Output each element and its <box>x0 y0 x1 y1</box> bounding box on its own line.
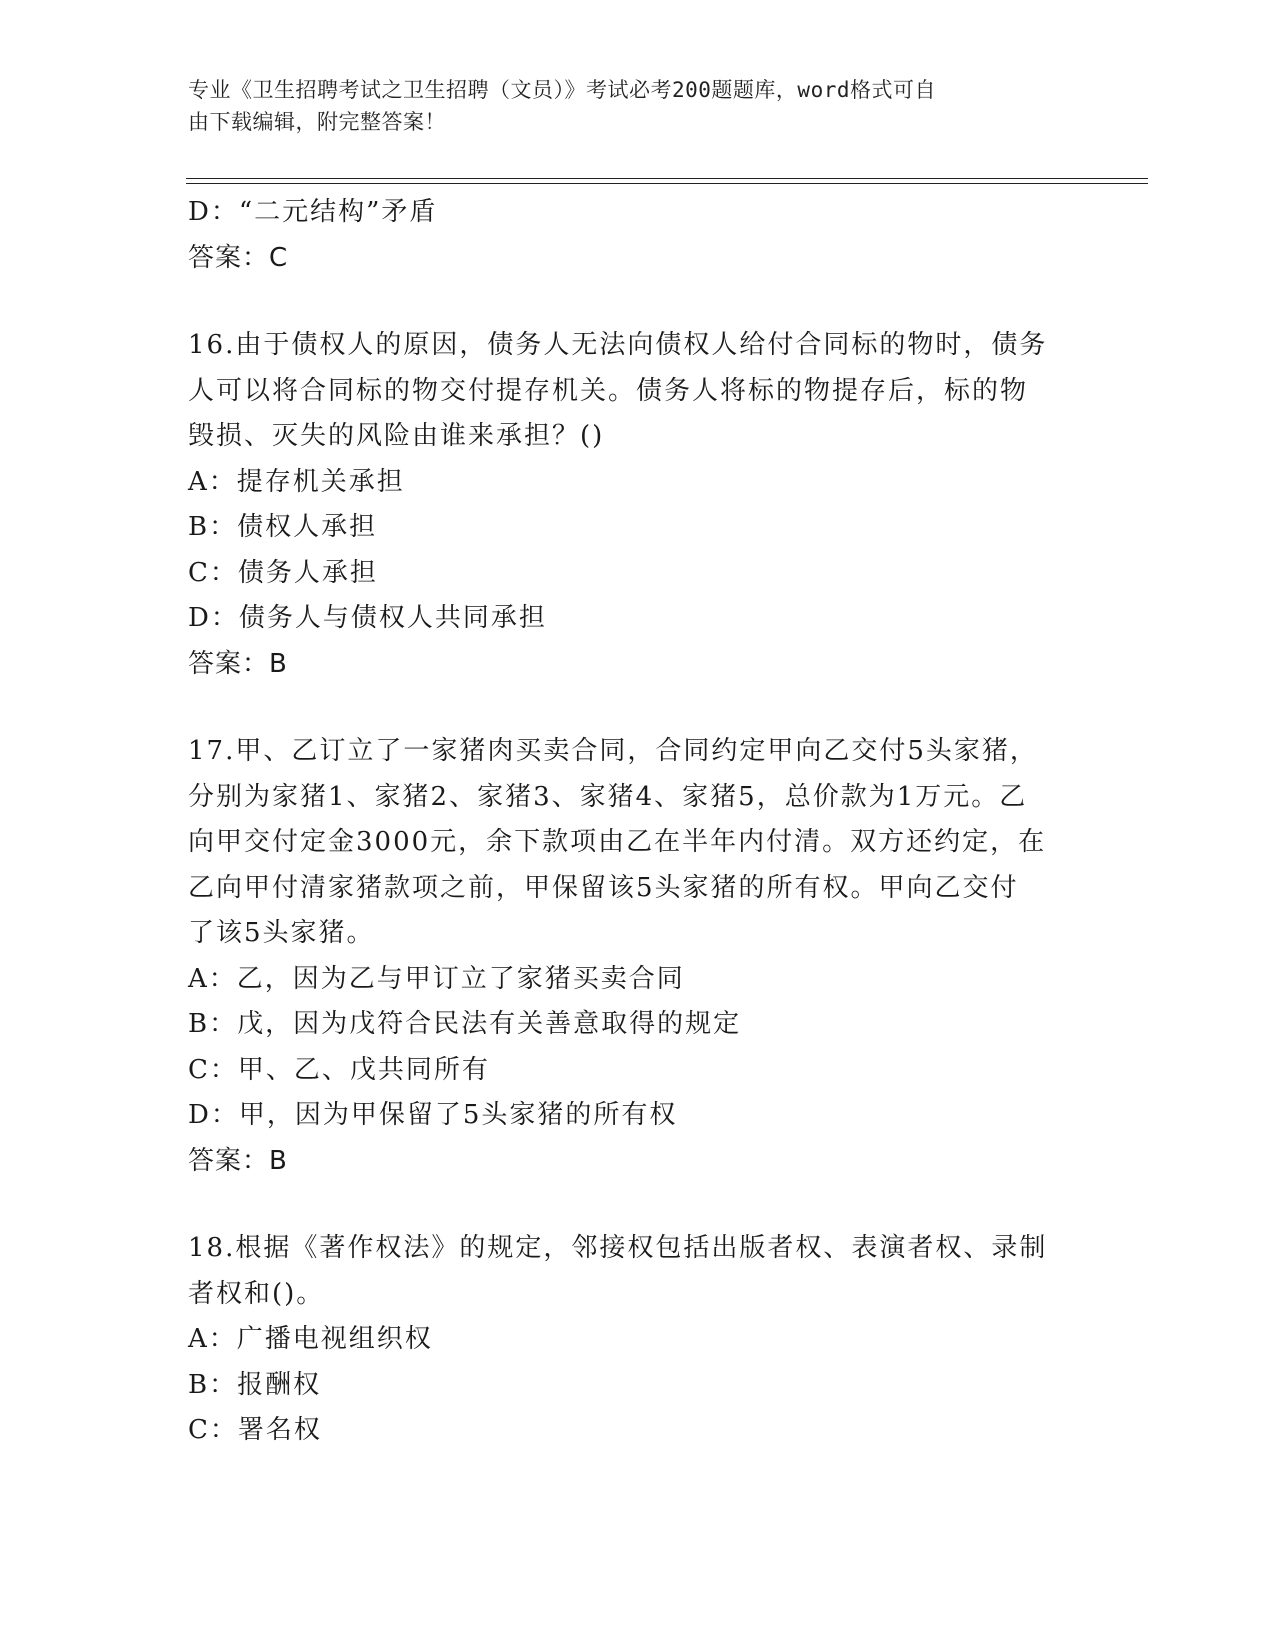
option-b: B：报酬权 <box>188 1369 322 1400</box>
question-text-line: 者权和()。 <box>188 1278 325 1309</box>
question-18 <box>188 1226 1078 1454</box>
option-a: A：提存机关承担 <box>188 466 405 497</box>
question-text-line: 18.根据《著作权法》的规定，邻接权包括出版者权、表演者权、录制 <box>188 1233 1048 1263</box>
option-d: D：“二元结构”矛盾 <box>188 197 438 227</box>
option-d: D：甲，因为甲保留了5头家猪的所有权 <box>188 1100 678 1130</box>
header-divider-bottom <box>186 183 1148 184</box>
option-c: C：署名权 <box>188 1415 322 1445</box>
question-text-line: 向甲交付定金3000元，余下款项由乙在半年内付清。双方还约定，在 <box>188 827 1047 857</box>
document-body <box>188 190 1078 1454</box>
answer: 答案：C <box>188 242 289 273</box>
question-text-line: 17.甲、乙订立了一家猪肉买卖合同，合同约定甲向乙交付5头家猪， <box>188 736 1038 766</box>
question-text-line: 人可以将合同标的物交付提存机关。债务人将标的物提存后，标的物 <box>188 375 1029 406</box>
option-a: A：乙，因为乙与甲订立了家猪买卖合同 <box>188 963 685 994</box>
answer: 答案：B <box>188 1145 288 1176</box>
question-17 <box>188 729 1078 1184</box>
option-c: C：甲、乙、戊共同所有 <box>188 1054 490 1085</box>
question-text-line: 16.由于债权人的原因，债务人无法向债权人给付合同标的物时，债务 <box>188 330 1048 360</box>
header-line-1: 专业《卫生招聘考试之卫生招聘（文员）》考试必考200题题库，word格式可自 <box>188 78 936 102</box>
option-b: B：债权人承担 <box>188 512 378 542</box>
option-c: C：债务人承担 <box>188 557 378 588</box>
option-d: D：债务人与债权人共同承担 <box>188 603 547 633</box>
question-16 <box>188 323 1078 687</box>
answer: 答案：B <box>188 648 288 679</box>
document-header <box>188 74 1068 138</box>
question-text-line: 分别为家猪1、家猪2、家猪3、家猪4、家猪5，总价款为1万元。乙 <box>188 781 1028 812</box>
question-text-line: 了该5头家猪。 <box>188 918 375 948</box>
option-b: B：戊，因为戊符合民法有关善意取得的规定 <box>188 1009 742 1039</box>
question-text-line: 毁损、灭失的风险由谁来承担？() <box>188 421 605 451</box>
header-divider-top <box>186 178 1148 179</box>
header-line-2: 由下载编辑，附完整答案！ <box>188 110 446 134</box>
option-a: A：广播电视组织权 <box>188 1324 433 1354</box>
question-text-line: 乙向甲付清家猪款项之前，甲保留该5头家猪的所有权。甲向乙交付 <box>188 872 1019 903</box>
